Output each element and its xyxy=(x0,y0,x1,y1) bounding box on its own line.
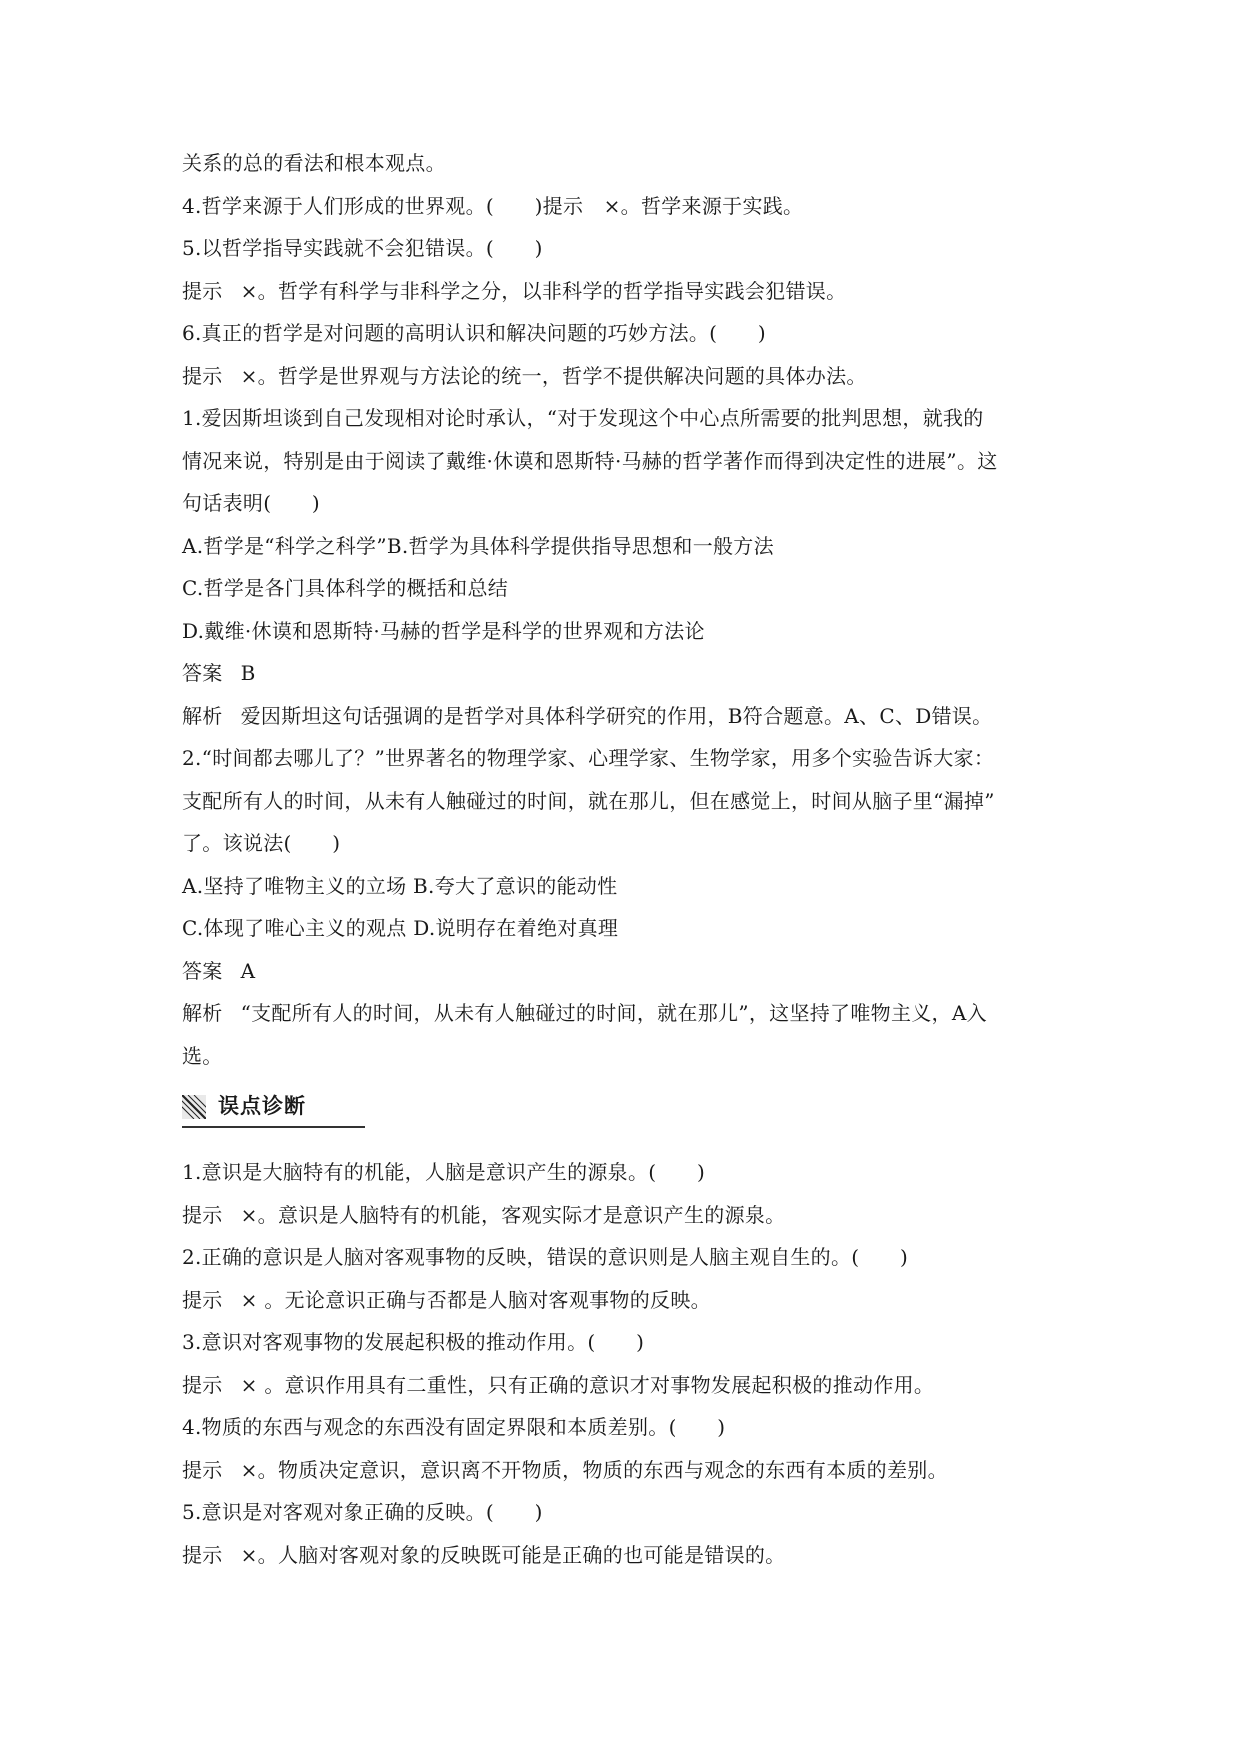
answer-label: 答案 xyxy=(182,661,223,685)
q2-analysis-continued: 选。 xyxy=(182,1043,223,1068)
hint-text: ×。哲学有科学与非科学之分，以非科学的哲学指导实践会犯错误。 xyxy=(240,278,847,303)
text-line: 关系的总的看法和根本观点。 xyxy=(182,151,446,175)
q2-stem-line: 支配所有人的时间，从未有人触碰过的时间，就在那儿，但在感觉上，时间从脑子里“漏掉” xyxy=(182,788,995,813)
diagnosis-hint-2 xyxy=(182,1279,1062,1322)
diagnosis-question-1: 1.意识是大脑特有的机能，人脑是意识产生的源泉。( ) xyxy=(182,1160,706,1184)
hint-line xyxy=(182,355,1062,398)
hint-label: 提示 xyxy=(182,1542,223,1567)
q2-option-ab: A.坚持了唯物主义的立场 B.夸大了意识的能动性 xyxy=(182,873,618,898)
hint-label: 提示 xyxy=(182,1287,223,1312)
q2-analysis-line xyxy=(182,992,1062,1035)
section-title: 误点诊断 xyxy=(218,1094,306,1118)
hint-text: ×。哲学是世界观与方法论的统一，哲学不提供解决问题的具体办法。 xyxy=(240,363,867,388)
q1-stem-line: 情况来说，特别是由于阅读了戴维·休谟和恩斯特·马赫的哲学著作而得到决定性的进展”。这 xyxy=(182,448,998,473)
hint-line xyxy=(182,270,1062,313)
hint-label: 提示 xyxy=(182,363,223,388)
hint-label: 提示 xyxy=(182,1372,223,1397)
q1-option-c: C.哲学是各门具体科学的概括和总结 xyxy=(182,576,509,600)
hint-text: ×。人脑对客观对象的反映既可能是正确的也可能是错误的。 xyxy=(240,1542,786,1567)
hint-label: 提示 xyxy=(182,278,223,303)
document-page xyxy=(182,142,1062,1576)
q2-stem-line: 了。该说法( ) xyxy=(182,831,341,855)
section-underline xyxy=(182,1126,365,1128)
answer-value: A xyxy=(240,958,256,983)
q1-stem-line: 句话表明( ) xyxy=(182,491,321,515)
diagnosis-hint-1 xyxy=(182,1194,1062,1237)
q2-stem-line: 2.“时间都去哪儿了？”世界著名的物理学家、心理学家、生物学家，用多个实验告诉大家： xyxy=(182,746,995,770)
diagnosis-hint-5 xyxy=(182,1534,1062,1577)
hint-text: ×。物质决定意识，意识离不开物质，物质的东西与观念的东西有本质的差别。 xyxy=(240,1457,948,1482)
section-header xyxy=(182,1089,1062,1129)
diagnosis-question-5: 5.意识是对客观对象正确的反映。( ) xyxy=(182,1500,543,1524)
hint-label: 提示 xyxy=(182,1202,223,1227)
diagnosis-question-4: 4.物质的东西与观念的东西没有固定界限和本质差别。( ) xyxy=(182,1415,726,1439)
question-4-line: 4.哲学来源于人们形成的世界观。( )提示 ×。哲学来源于实践。 xyxy=(182,193,804,218)
hint-text: × 。意识作用具有二重性，只有正确的意识才对事物发展起积极的推动作用。 xyxy=(240,1372,935,1397)
answer-label: 答案 xyxy=(182,958,223,983)
analysis-text: “支配所有人的时间，从未有人触碰过的时间，就在那儿”，这坚持了唯物主义，A入 xyxy=(240,1001,987,1025)
diagnosis-hint-3 xyxy=(182,1364,1062,1407)
q2-answer-line xyxy=(182,950,1062,993)
q1-option-ab: A.哲学是“科学之科学”B.哲学为具体科学提供指导思想和一般方法 xyxy=(182,533,774,558)
q2-option-cd: C.体现了唯心主义的观点 D.说明存在着绝对真理 xyxy=(182,916,619,940)
question-6-line: 6.真正的哲学是对问题的高明认识和解决问题的巧妙方法。( ) xyxy=(182,321,766,345)
q1-answer-line xyxy=(182,652,1062,695)
analysis-text: 爱因斯坦这句话强调的是哲学对具体科学研究的作用，B符合题意。A、C、D错误。 xyxy=(240,703,993,728)
analysis-label: 解析 xyxy=(182,1001,223,1025)
diagnosis-hint-4 xyxy=(182,1449,1062,1492)
hint-text: × 。无论意识正确与否都是人脑对客观事物的反映。 xyxy=(240,1287,711,1312)
diagnosis-question-3: 3.意识对客观事物的发展起积极的推动作用。( ) xyxy=(182,1330,645,1354)
q1-stem-line: 1.爱因斯坦谈到自己发现相对论时承认，“对于发现这个中心点所需要的批判思想，就我的 xyxy=(182,406,984,430)
q1-option-d: D.戴维·休谟和恩斯特·马赫的哲学是科学的世界观和方法论 xyxy=(182,618,705,643)
answer-value: B xyxy=(240,661,256,685)
hatch-icon xyxy=(182,1095,206,1119)
hint-label: 提示 xyxy=(182,1457,223,1482)
analysis-label: 解析 xyxy=(182,703,223,728)
diagnosis-question-2: 2.正确的意识是人脑对客观事物的反映，错误的意识则是人脑主观自生的。( ) xyxy=(182,1245,909,1269)
q1-analysis-line xyxy=(182,695,1062,738)
hint-text: ×。意识是人脑特有的机能，客观实际才是意识产生的源泉。 xyxy=(240,1202,786,1227)
question-5-line: 5.以哲学指导实践就不会犯错误。( ) xyxy=(182,236,543,260)
